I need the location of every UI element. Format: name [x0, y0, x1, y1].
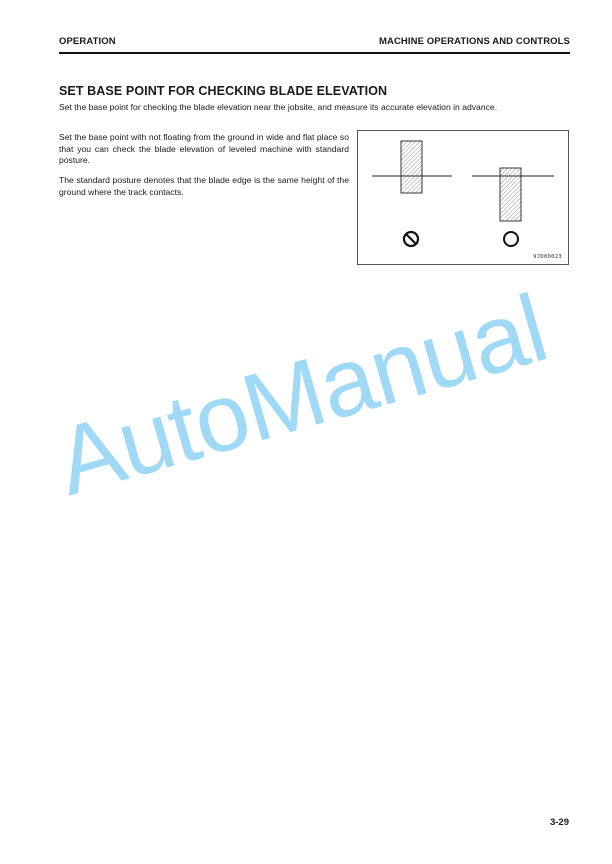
figure-code: 9JD00023: [533, 254, 562, 260]
page-header: [59, 36, 570, 50]
blade-correct: [500, 168, 521, 221]
paragraph-standard-posture: The standard posture denotes that the blade edge is the same height of the ground where the track contacts.: [59, 175, 349, 197]
paragraph-intro: Set the base point for checking the blade elevation near the jobsite, and measure its accurate elevation in advance.: [59, 102, 498, 112]
header-section-label: OPERATION: [59, 36, 116, 47]
paragraph-base-point: Set the base point with not floating from the ground in wide and flat place so that you can check the blade elevation of leveled machine with standard posture.: [59, 132, 349, 165]
blade-elevation-figure: [357, 130, 569, 265]
watermark: [45, 274, 580, 530]
page-number: 3-29: [549, 817, 569, 828]
prohibited-icon: [404, 232, 418, 246]
header-rule: [59, 52, 570, 54]
correct-icon: [504, 232, 518, 246]
blade-incorrect: [401, 141, 422, 193]
section-title: SET BASE POINT FOR CHECKING BLADE ELEVATION: [59, 84, 388, 98]
blade-diagram: [358, 131, 568, 264]
header-chapter-label: MACHINE OPERATIONS AND CONTROLS: [379, 36, 570, 47]
watermark-text: AutoManual: [45, 274, 558, 516]
